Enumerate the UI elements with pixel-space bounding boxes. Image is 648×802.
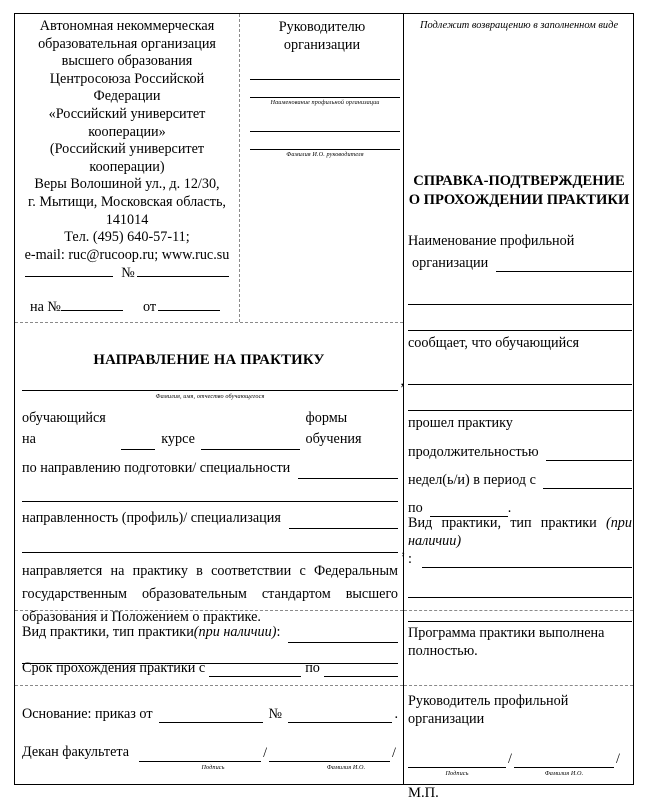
referral-practice-kind-row	[22, 622, 398, 643]
addressee-head-line-2[interactable]	[250, 132, 400, 150]
addressee-title	[246, 18, 398, 54]
profile-field-1[interactable]	[289, 514, 398, 529]
org-phone: Тел. (495) 640-57-11;	[64, 229, 190, 246]
certificate-informs-label: сообщает, что обучающийся	[408, 335, 580, 351]
certificate-practice-kind-italic: (при наличии)	[408, 515, 632, 549]
program-completed-line-2: полностью.	[408, 643, 478, 659]
certificate-org-label-2: организации	[412, 255, 489, 271]
certificate-org-row	[408, 254, 632, 272]
dean-slash-2: /	[392, 745, 396, 761]
referral-basis-label: Основание: приказ от	[22, 706, 153, 722]
certificate-practice-kind-label: Вид практики, тип практики	[408, 515, 606, 531]
org-head-surname-caption: Фамилия И.О.	[544, 770, 584, 777]
outgoing-number-field[interactable]	[137, 262, 229, 277]
org-line-6: «Российский университет	[48, 105, 206, 122]
org-line-9: кооперации)	[89, 158, 165, 175]
student-fio-caption: Фамилия, имя, отчество обучающегося	[155, 393, 265, 400]
profile-field-2[interactable]	[22, 552, 398, 553]
addressee-head-caption: Фамилия И.О. руководителя	[286, 151, 364, 158]
program-completed-line-1: Программа практики выполнена	[408, 625, 605, 641]
org-head-signature-field[interactable]	[408, 752, 506, 768]
incoming-number-label: на №	[30, 299, 61, 315]
direction-field-2-row	[22, 483, 398, 508]
certificate-duration-field[interactable]	[546, 444, 632, 461]
org-line-3: высшего образования	[61, 53, 193, 70]
direction-row	[22, 458, 398, 479]
addressee-head-line-1[interactable]	[250, 114, 400, 132]
course-label: курсе	[161, 431, 195, 447]
certificate-duration-label: продолжительностью	[408, 444, 539, 460]
referral-basis-date-field[interactable]	[159, 708, 263, 723]
referral-basis-row	[22, 706, 398, 723]
certificate-title-line-2: О ПРОХОЖДЕНИИ ПРАКТИКИ	[408, 192, 630, 208]
study-form-field[interactable]	[201, 435, 300, 450]
referral-term-to-label: по	[305, 660, 320, 676]
organization-header	[18, 18, 236, 264]
certificate-practice-kind-field-3[interactable]	[408, 621, 632, 622]
certificate-practice-kind-colon: :	[408, 551, 412, 567]
vertical-divider-main	[403, 13, 404, 785]
certificate-to-period: .	[507, 500, 512, 516]
org-head-signature-block	[408, 692, 632, 802]
incoming-date-label: от	[142, 299, 157, 315]
study-form-label: формы обучения	[305, 410, 362, 447]
outgoing-date-field[interactable]	[25, 262, 113, 277]
addressee-fields	[250, 62, 400, 159]
org-head-captions	[408, 769, 632, 778]
vertical-divider-dashed	[239, 14, 240, 322]
certificate-weeks-row	[408, 471, 632, 489]
referral-practice-kind-field-1[interactable]	[288, 628, 398, 643]
referral-practice-kind-label: Вид практики, тип практики	[22, 624, 194, 640]
certificate-practice-kind-text	[408, 514, 632, 550]
direction-label: по направлению подготовки/ специальности	[22, 460, 291, 476]
direction-field-2[interactable]	[22, 501, 398, 502]
incoming-number-field[interactable]	[61, 296, 123, 311]
referral-term-to-field[interactable]	[324, 662, 398, 677]
stamp-place: М.П.	[408, 785, 439, 801]
org-line-1: Автономная некоммерческая	[39, 18, 215, 34]
certificate-org-field-1[interactable]	[496, 255, 632, 272]
dean-signature-block	[22, 744, 398, 772]
referral-term-row	[22, 660, 398, 677]
referral-basis-number-symbol: №	[268, 706, 283, 722]
org-address-city: г. Мытищи, Московская область,	[28, 193, 226, 210]
number-symbol: №	[121, 265, 135, 281]
referral-statement: направляется на практику в соответствии с Федеральным государственным образовательным стандартом высшего образования и Положением о практике.	[22, 563, 398, 625]
certificate-org-field-2[interactable]	[408, 304, 632, 305]
direction-field-1[interactable]	[298, 464, 398, 479]
org-head-surname-field[interactable]	[514, 752, 614, 768]
dean-signature-field[interactable]	[139, 746, 261, 762]
requisites-row-number	[18, 262, 236, 282]
profile-comma: ,	[401, 542, 405, 558]
dean-surname-field[interactable]	[269, 746, 390, 762]
profile-field-2-row	[22, 533, 405, 559]
divider-left-3	[15, 685, 403, 686]
certificate-title-line-1: СПРАВКА-ПОДТВЕРЖДЕНИЕ	[413, 173, 625, 189]
certificate-org-field-3[interactable]	[408, 330, 632, 331]
return-note	[408, 19, 630, 33]
certificate-student-field-1[interactable]	[408, 384, 632, 385]
referral-practice-kind-italic: (при наличии)	[193, 624, 277, 640]
certificate-duration-row	[408, 443, 632, 461]
program-completed-block	[408, 624, 632, 660]
org-line-5: Федерации	[93, 88, 161, 105]
certificate-org-label-1: Наименование профильной	[408, 233, 575, 249]
addressee-org-line-1[interactable]	[250, 62, 400, 80]
certificate-practice-kind-row	[408, 550, 632, 568]
student-fio-field[interactable]	[22, 373, 404, 391]
dean-label: Декан факультета	[22, 744, 130, 760]
return-note-text: Подлежит возвращению в заполненном виде	[419, 20, 619, 31]
certificate-student-field-2-row	[408, 389, 632, 417]
org-line-7: кооперации»	[88, 123, 166, 140]
requisites-block	[18, 262, 236, 330]
dean-signature-caption: Подпись	[201, 764, 225, 771]
certificate-to-label: по	[408, 500, 423, 516]
org-head-signature-caption: Подпись	[445, 770, 469, 777]
addressee-title-line-1: Руководителю	[278, 19, 366, 35]
addressee-title-line-2: организации	[283, 37, 361, 53]
org-line-8: (Российский университет	[49, 141, 205, 158]
referral-basis-period: .	[394, 706, 398, 722]
certificate-practice-kind-field-1[interactable]	[422, 551, 632, 568]
certificate-student-field-1-row	[408, 363, 632, 391]
referral-term-label: Срок прохождения практики с	[22, 660, 206, 676]
certificate-title	[408, 172, 630, 210]
org-line-4: Центросоюза Российской	[49, 70, 205, 87]
incoming-date-field[interactable]	[158, 296, 220, 311]
referral-practice-kind-colon: :	[276, 624, 281, 640]
dean-captions	[22, 763, 398, 772]
certificate-period-from-field[interactable]	[543, 472, 632, 489]
divider-right-2	[404, 685, 633, 686]
dean-surname-caption: Фамилия И.О.	[326, 764, 366, 771]
certificate-org-field-2-row	[408, 283, 632, 311]
addressee-org-line-2[interactable]	[250, 80, 400, 98]
requisites-row-incoming	[18, 296, 236, 316]
certificate-practice-kind-block	[408, 514, 632, 628]
org-head-slash-1: /	[508, 751, 512, 767]
certificate-student-field-2[interactable]	[408, 410, 632, 411]
dean-signature-row	[22, 744, 398, 762]
dean-slash-1: /	[263, 745, 268, 761]
profile-label: направленность (профиль)/ специализация	[22, 510, 281, 526]
org-head-label-line-2: организации	[408, 711, 485, 727]
student-course-row	[22, 408, 398, 450]
certificate-practice-kind-field-2[interactable]	[408, 597, 632, 598]
certificate-org-block	[408, 232, 632, 517]
addressee-org-caption: Наименование профильной организации	[270, 99, 380, 106]
org-address-zip: 141014	[105, 211, 149, 228]
referral-body	[22, 373, 405, 629]
student-on-label: обучающийся на	[22, 410, 106, 447]
certificate-weeks-label: недел(ь/и) в период с	[408, 472, 536, 488]
student-course-field[interactable]	[121, 435, 156, 450]
referral-term-from-field[interactable]	[209, 662, 301, 677]
referral-title	[22, 352, 396, 369]
student-fio-comma: ,	[400, 373, 404, 389]
referral-basis-block	[22, 706, 398, 723]
org-address-street: Веры Волошиной ул., д. 12/30,	[34, 176, 220, 193]
org-head-label-line-1: Руководитель профильной	[408, 693, 569, 709]
org-email: e-mail: ruc@rucoop.ru; www.ruc.su	[24, 246, 230, 263]
profile-row	[22, 508, 398, 529]
referral-basis-number-field[interactable]	[288, 708, 392, 723]
referral-term-block	[22, 660, 398, 677]
referral-title-text: НАПРАВЛЕНИЕ НА ПРАКТИКУ	[93, 352, 325, 368]
certificate-passed-label: прошел практику	[408, 415, 513, 431]
org-head-signature-row	[408, 750, 632, 768]
certificate-org-field-3-row	[408, 309, 632, 337]
org-line-2: образовательная организация	[38, 35, 216, 52]
org-head-slash-2: /	[615, 751, 620, 767]
